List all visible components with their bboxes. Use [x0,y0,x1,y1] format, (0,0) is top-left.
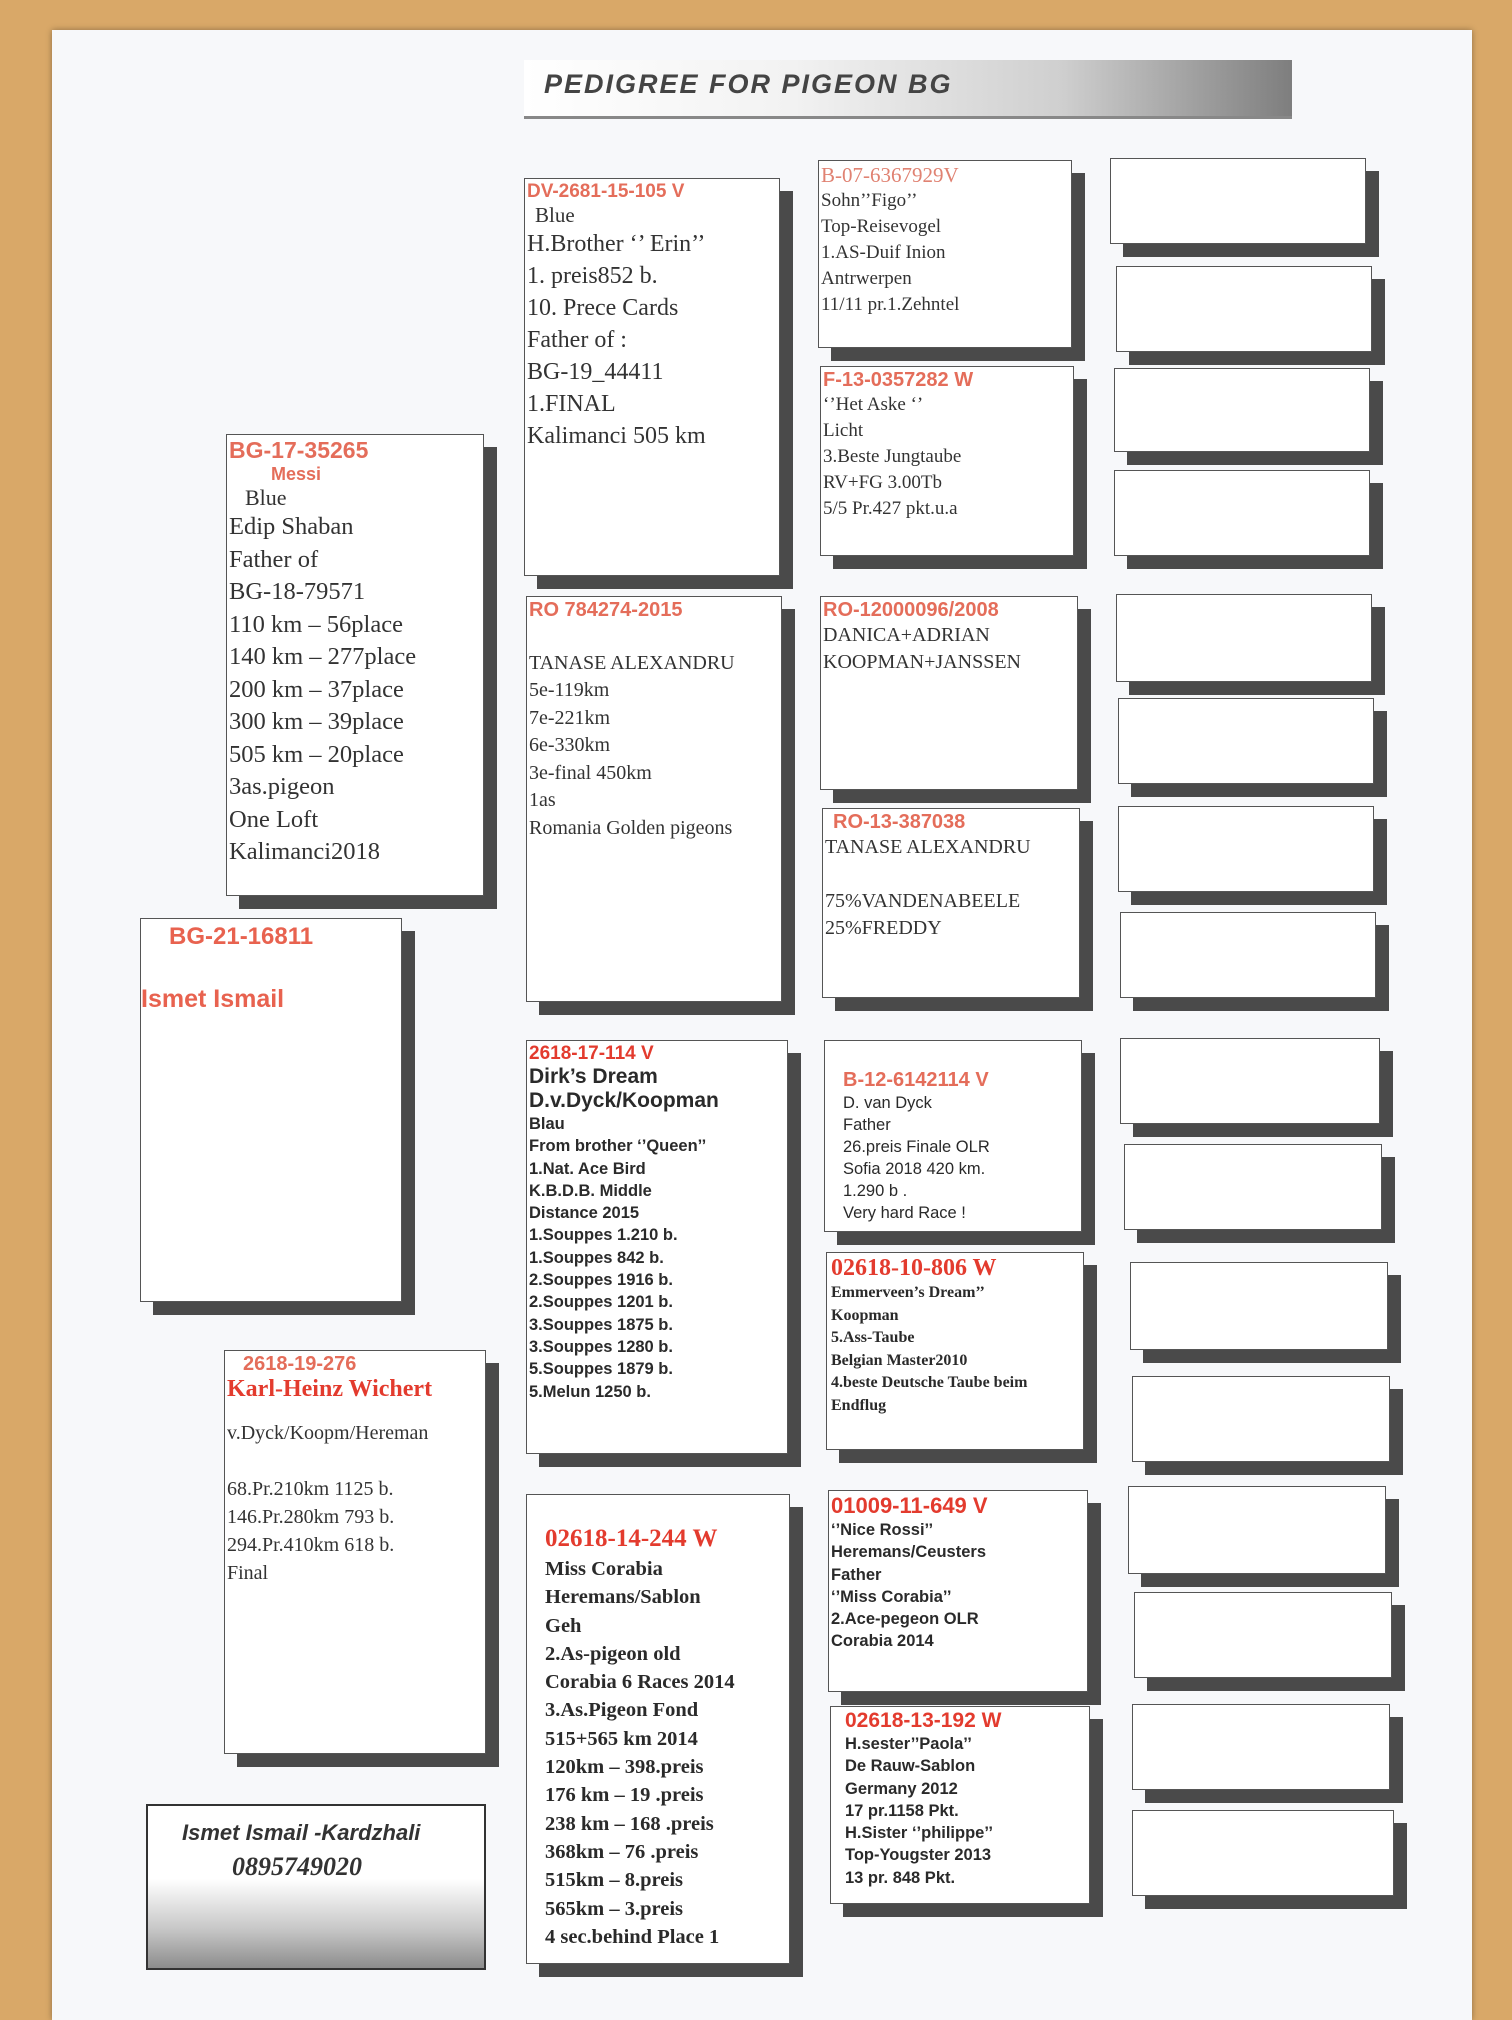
detail-line: Endflug [831,1396,887,1414]
detail-line: De Rauw-Sablon [845,1757,976,1776]
detail-line: 5.Melun 1250 b. [529,1382,651,1401]
detail-line: Very hard Race ! [843,1204,966,1222]
detail-line: 140 km – 277place [229,643,417,670]
detail-line: 26.preis Finale OLR [843,1138,990,1156]
page-title-text: PEDIGREE FOR PIGEON BG [544,69,953,99]
detail-line: 2.Ace-pegeon OLR [831,1610,979,1629]
detail-line [227,1447,485,1475]
dam-box [224,1350,486,1754]
detail-line: Final [227,1562,269,1584]
gen3-box-7 [828,1490,1088,1692]
detail-line: 3.Souppes 1875 b. [529,1315,673,1334]
subject-box [140,918,402,1302]
dam-name: Karl-Heinz Wichert [227,1376,433,1402]
detail-line: 3.As.Pigeon Fond [545,1699,699,1722]
detail-line: TANASE ALEXANDRU [529,651,735,674]
gen3-details-2 [823,392,1073,522]
gen4-box-14 [1134,1592,1392,1678]
detail-line: Sofia 2018 420 km. [843,1160,986,1178]
gen3-ring-5: B-12-6142114 V [843,1069,989,1091]
sire-sire-ring: DV-2681-15-105 V [527,181,685,202]
gen3-details-8 [845,1733,1089,1889]
subject-owner: Ismet Ismail [141,985,285,1013]
detail-line: 515km – 8.preis [545,1869,684,1892]
sire-dam-details [529,622,781,842]
detail-line: 565km – 3.preis [545,1897,684,1920]
breeder-name: Ismet Ismail -Kardzhali [182,1820,421,1845]
gen3-details-1 [821,188,1071,318]
detail-line: Blau [529,1115,565,1133]
gen4-box-3 [1114,368,1370,452]
detail-line: 1.FINAL [527,391,616,417]
gen3-box-5 [824,1040,1082,1232]
detail-line: Father of : [527,327,627,353]
detail-line: 25%FREDDY [825,917,942,939]
dam-dam-box [526,1494,790,1964]
detail-line: 5/5 Pr.427 pkt.u.a [823,498,958,519]
detail-line: Antrwerpen [821,268,912,289]
detail-line: KOOPMAN+JANSSEN [823,651,1021,673]
detail-line: 1as [529,789,556,811]
detail-line: 1. preis852 b. [527,263,658,289]
detail-line: BG-19_44411 [527,359,664,385]
detail-line: Father [843,1116,891,1134]
detail-line: 300 km – 39place [229,708,404,735]
detail-line: ‘’Miss Corabia’’ [831,1587,952,1606]
gen3-ring-2: F-13-0357282 W [823,369,974,391]
gen4-box-9 [1120,1038,1380,1124]
gen3-box-4 [822,808,1080,998]
detail-line: Miss Corabia [545,1558,663,1580]
detail-line: Distance 2015 [529,1204,640,1223]
gen4-box-5 [1116,594,1372,682]
detail-line: Romania Golden pigeons [529,816,733,839]
detail-line: 10. Prece Cards [527,295,679,321]
gen3-ring-4: RO-13-387038 [833,811,966,833]
dam-details [227,1419,485,1587]
detail-line: 3e-final 450km [529,761,652,784]
detail-line: 368km – 76 .preis [545,1840,699,1863]
gen3-details-5 [843,1092,1081,1224]
detail-line: v.Dyck/Koopm/Hereman [227,1422,429,1444]
sire-box [226,434,484,896]
detail-line: Kalimanci2018 [229,838,381,865]
gen4-box-15 [1132,1704,1390,1790]
detail-line: Heremans/Sablon [545,1586,701,1609]
gen3-box-6 [826,1252,1084,1450]
detail-line: Emmerveen’s Dream’’ [831,1284,985,1301]
detail-line: Top-Yougster 2013 [845,1846,992,1865]
sire-name: Messi [271,464,322,484]
detail-line: 5.Souppes 1879 b. [529,1360,673,1379]
detail-line: Koopman [831,1306,899,1324]
detail-line: 515+565 km 2014 [545,1727,698,1750]
detail-line: Sohn’’Figo’’ [821,190,918,211]
gen4-box-6 [1118,698,1374,784]
detail-line: 1.Nat. Ace Bird [529,1159,646,1178]
gen4-box-12 [1132,1376,1390,1462]
detail-line: 13 pr. 848 Pkt. [845,1868,956,1887]
dam-dam-details [545,1555,789,1951]
detail-line: TANASE ALEXANDRU [825,836,1031,858]
gen3-ring-7: 01009-11-649 V [831,1493,988,1518]
gen3-ring-1: B-07-6367929V [821,163,959,187]
gen3-details-7 [831,1519,1087,1653]
detail-line: Heremans/Ceusters [831,1543,986,1562]
detail-line: 3.Souppes 1280 b. [529,1337,673,1356]
detail-line: 176 km – 19 .preis [545,1784,704,1807]
detail-line: 5.Ass-Taube [831,1329,915,1346]
detail-line: DANICA+ADRIAN [823,624,990,646]
detail-line: Licht [823,420,864,441]
gen4-box-1 [1110,158,1366,244]
gen3-details-4 [825,834,1079,942]
gen3-box-1 [818,160,1072,348]
detail-line: Kalimanci 505 km [527,423,706,449]
detail-line: 505 km – 20place [229,740,404,768]
detail-line: 120km – 398.preis [545,1756,704,1779]
gen3-details-6 [831,1282,1083,1417]
detail-line: Corabia 6 Races 2014 [545,1671,735,1694]
detail-line: 238 km – 168 .preis [545,1812,714,1835]
detail-line: 17 pr.1158 Pkt. [845,1801,959,1820]
detail-line [825,861,1079,888]
detail-line: 11/11 pr.1.Zehntel [821,294,960,315]
page-title [524,60,1292,119]
gen4-box-10 [1124,1144,1382,1230]
detail-line: One Loft [229,805,319,833]
sire-sire-box [524,178,780,576]
detail-line: RV+FG 3.00Tb [823,472,942,493]
detail-line: 200 km – 37place [229,675,404,703]
gen4-box-8 [1120,912,1376,998]
dam-sire-ring: 2618-17-114 V [529,1043,654,1064]
detail-line: 3as.pigeon [229,773,335,800]
detail-line [529,622,781,650]
detail-line: 146.Pr.280km 793 b. [227,1506,395,1528]
detail-line: D. van Dyck [843,1094,932,1112]
gen3-ring-6: 02618-10-806 W [831,1255,997,1281]
gen4-box-7 [1118,806,1374,892]
detail-line: H.Brother ‘’ Erin’’ [527,231,706,257]
gen3-box-2 [820,366,1074,556]
gen3-ring-8: 02618-13-192 W [845,1709,1002,1732]
detail-line: Geh [545,1614,582,1637]
dam-sire-title2: D.v.Dyck/Koopman [529,1089,719,1112]
gen3-details-3 [823,622,1077,676]
detail-line: 68.Pr.210km 1125 b. [227,1478,394,1500]
detail-line: ‘’Nice Rossi’’ [831,1521,934,1539]
gen4-box-13 [1128,1486,1386,1574]
sire-details [229,511,483,869]
sire-sire-details [527,228,779,452]
detail-line: 75%VANDENABEELE [825,890,1021,912]
detail-line: 7e-221km [529,706,611,729]
detail-line: Father [831,1565,882,1584]
dam-dam-ring: 02618-14-244 W [545,1525,718,1552]
detail-line: H.Sister ‘’philippe’’ [845,1824,993,1843]
gen3-box-3 [820,596,1078,790]
detail-line: BG-18-79571 [229,578,366,605]
detail-line: From brother ‘’Queen’’ [529,1137,707,1156]
dam-sire-title1: Dirk’s Dream [529,1065,658,1088]
detail-line: 2.As-pigeon old [545,1642,681,1665]
detail-line: 5e-119km [529,679,610,701]
detail-line: 294.Pr.410km 618 b. [227,1534,395,1556]
detail-line: 2.Souppes 1916 b. [529,1271,673,1290]
detail-line: 1.Souppes 1.210 b. [529,1226,678,1245]
sire-color: Blue [245,485,287,510]
detail-line: 1.290 b . [843,1182,908,1200]
breeder-phone: 0895749020 [232,1852,362,1881]
detail-line: Father of [229,545,319,573]
gen4-box-16 [1132,1810,1394,1896]
detail-line: 4 sec.behind Place 1 [545,1925,720,1948]
detail-line: 1.AS-Duif Inion [821,242,946,263]
sire-dam-box [526,596,782,1002]
dam-sire-details [529,1113,787,1403]
gen3-ring-3: RO-12000096/2008 [823,599,999,621]
detail-line: 3.Beste Jungtaube [823,446,962,467]
detail-line: Edip Shaban [229,513,354,540]
gen4-box-11 [1130,1262,1388,1350]
detail-line: 2.Souppes 1201 b. [529,1293,673,1312]
sire-ring: BG-17-35265 [229,437,369,463]
detail-line: Top-Reisevogel [821,216,942,237]
detail-line: Belgian Master2010 [831,1351,968,1369]
gen3-box-8 [830,1706,1090,1904]
detail-line: 110 km – 56place [229,610,403,638]
detail-line: Corabia 2014 [831,1632,934,1651]
sire-dam-ring: RO 784274-2015 [529,599,683,621]
subject-ring: BG-21-16811 [169,923,314,950]
detail-line: K.B.D.B. Middle [529,1181,652,1200]
sire-sire-color: Blue [535,203,575,227]
dam-sire-box [526,1040,788,1454]
gen4-box-4 [1114,470,1370,556]
detail-line: 4.beste Deutsche Taube beim [831,1374,1028,1391]
detail-line: H.sester’’Paola’’ [845,1735,972,1753]
breeder-contact [146,1804,486,1970]
detail-line: 1.Souppes 842 b. [529,1248,664,1267]
gen4-box-2 [1116,266,1372,352]
dam-ring: 2618-19-276 [243,1353,357,1375]
detail-line: 6e-330km [529,734,611,756]
detail-line: Germany 2012 [845,1779,958,1798]
detail-line: ‘’Het Aske ‘’ [823,394,924,415]
